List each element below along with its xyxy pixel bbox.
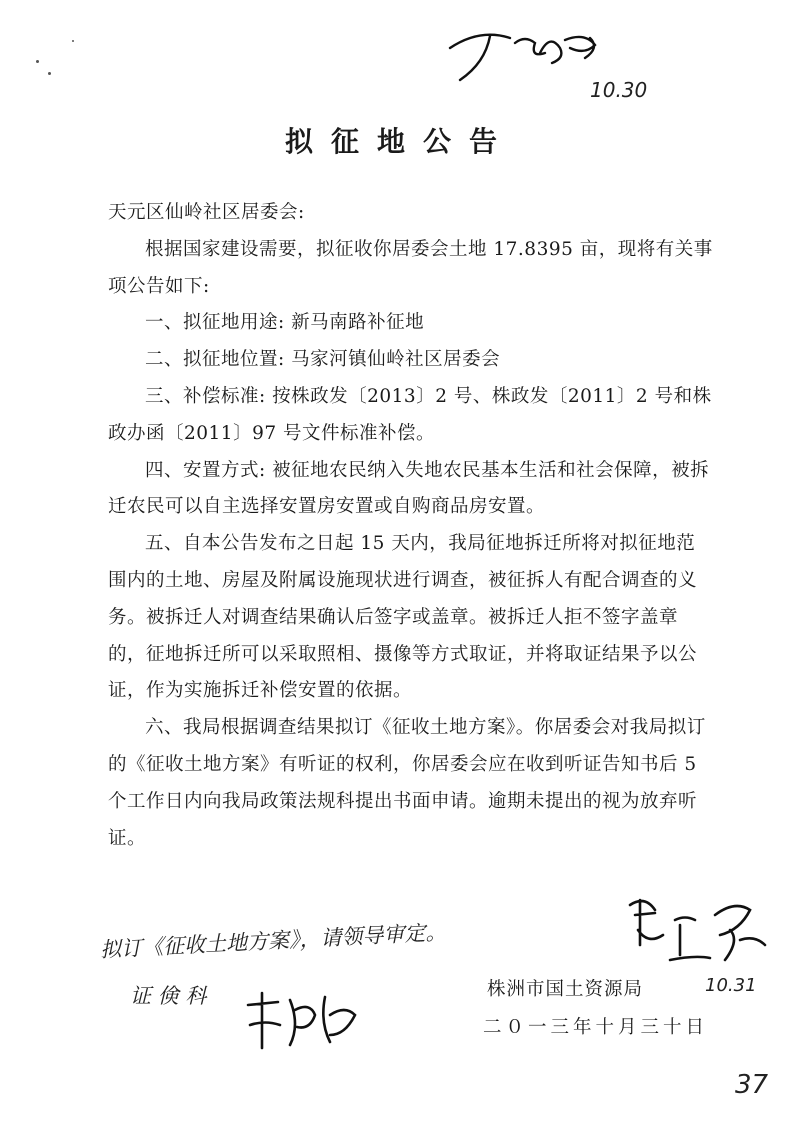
addressee: 天元区仙岭社区居委会: [108, 202, 305, 223]
document-title: 拟征地公告 [284, 125, 515, 158]
issue-date: 二０一三年十月三十日 [483, 1017, 709, 1038]
issuer: 株洲市国土资源局 [487, 979, 644, 1000]
item-paragraph: 六、我局根据调查结果拟订《征收土地方案》。你居委会对我局拟订的《征收土地方案》有听证的权利，你居委会应在收到听证告知书后 5 个工作日内向我局政策法规科提出书面申请。逾期未提出的视为放弃听证。 [108, 717, 706, 849]
handwritten-signature-bottom [240, 985, 360, 1060]
handwritten-date-right: 10.31 [705, 975, 757, 996]
item-paragraph: 四、安置方式: 被征地农民纳入失地农民基本生活和社会保障，被拆迁农民可以自主选择安置房安置或自购商品房安置。 [108, 459, 710, 518]
intro-paragraph: 根据国家建设需要，拟征收你居委会土地 17.8395 亩，现将有关事项公告如下: [108, 238, 713, 297]
item-paragraph: 一、拟征地用途: 新马南路补征地 [145, 312, 425, 334]
handwritten-signature-right [620, 885, 780, 975]
item-paragraph: 五、自本公告发布之日起 15 天内，我局征地拆迁所将对拟征地范围内的土地、房屋及附属设施现状进行调查，被征拆人有配合调查的义务。被拆迁人对调查结果确认后签字或盖章。被拆迁人拒不签字盖章的，征地拆迁所可以采取照相、摄像等方式取证，并将取证结果予以公证，作为实施拆迁补偿安置的依据。 [108, 533, 698, 702]
handwritten-note-signoff: 证 倹 科 [130, 984, 207, 1008]
page-number: 37 [735, 1070, 769, 1100]
document-body [108, 195, 713, 857]
handwritten-note: 拟订《征收土地方案》，请领导审定。 [99, 919, 447, 963]
item-paragraph: 二、拟征地位置: 马家河镇仙岭社区居委会 [145, 349, 501, 371]
scan-speck [36, 60, 39, 63]
item-paragraph: 三、补偿标准: 按株政发〔2013〕2 号、株政发〔2011〕2 号和株政办函〔2011〕97 号文件标准补偿。 [108, 385, 712, 444]
scan-speck [48, 72, 51, 75]
scan-speck [72, 40, 74, 42]
handwritten-date-top: 10.30 [590, 78, 648, 102]
